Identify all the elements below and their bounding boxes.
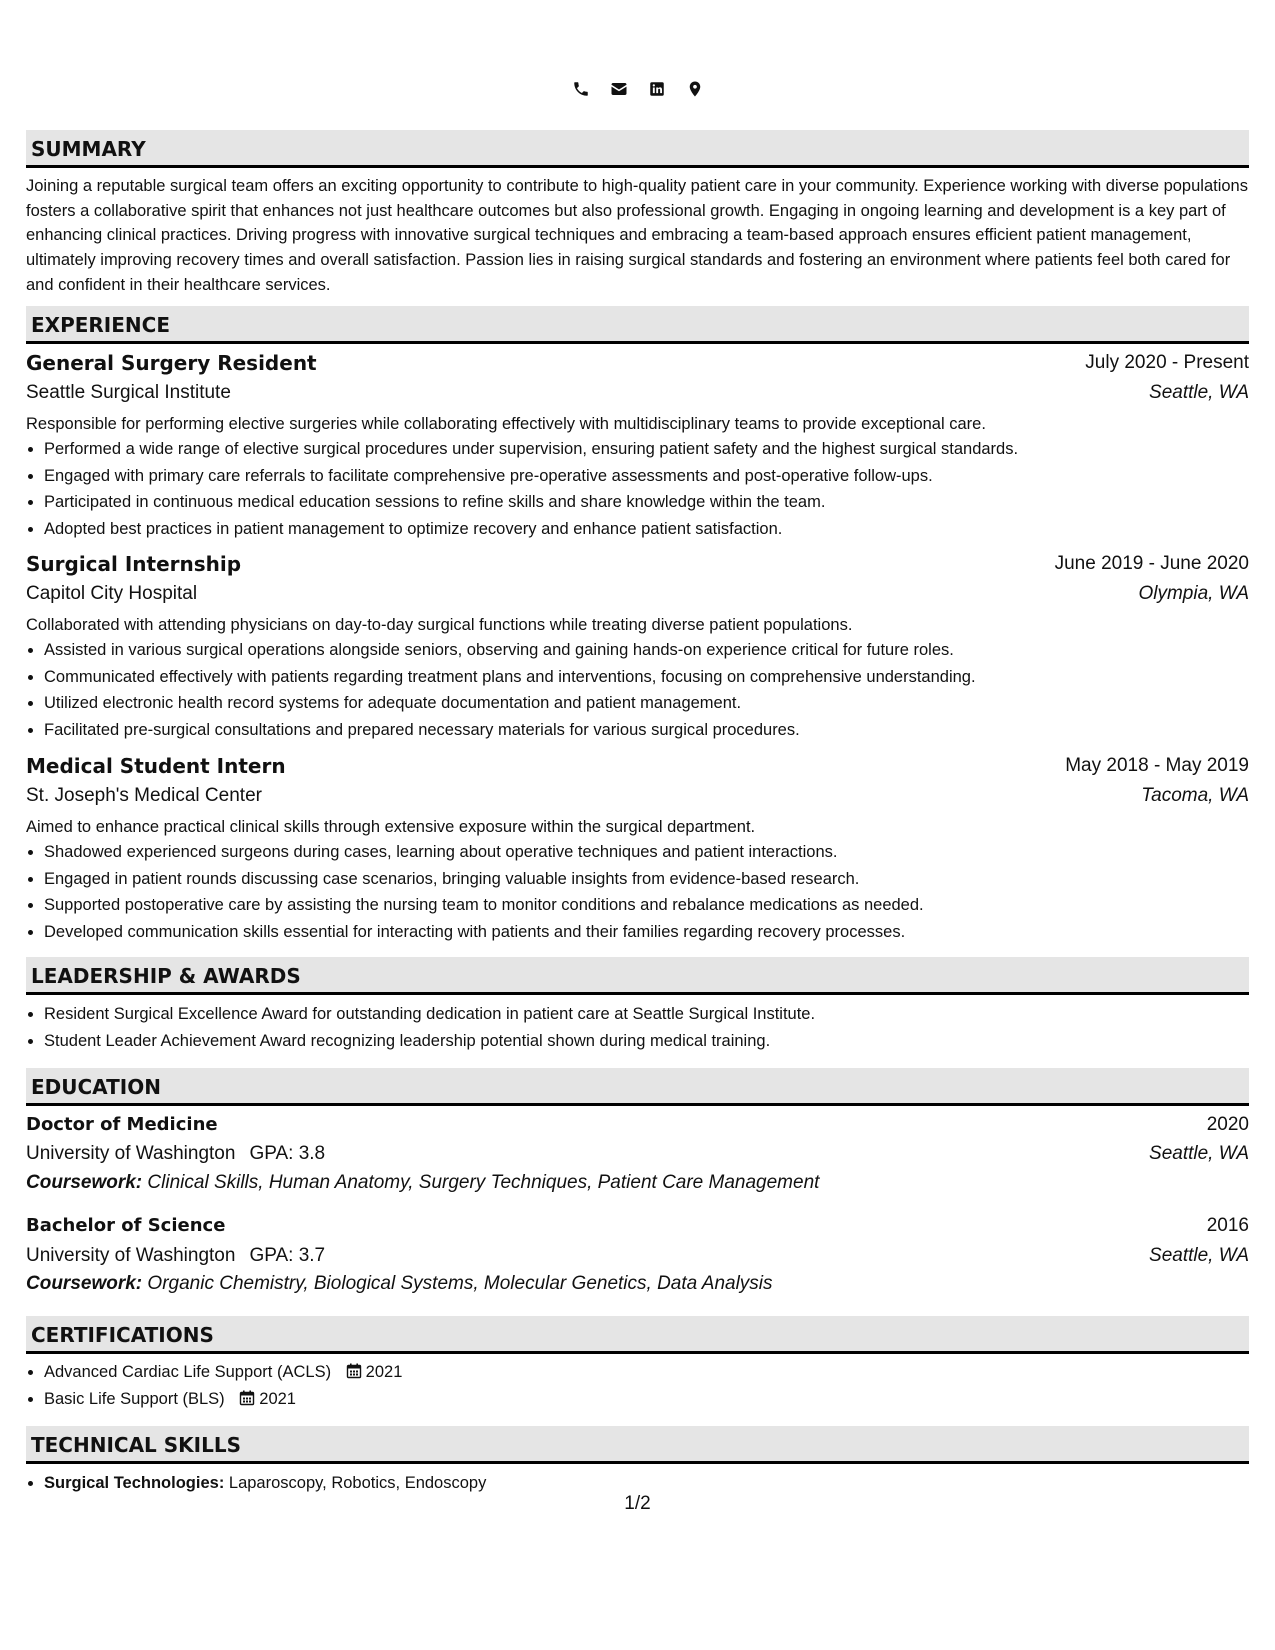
cert-name: Basic Life Support (BLS) [44, 1389, 225, 1408]
list-item: • Adopted best practices in patient management to optimize recovery and enhance patient satisfaction. [44, 516, 1018, 543]
list-item: • Engaged with primary care referrals to facilitate comprehensive pre-operative assessments and post-operative follow-ups. [44, 463, 1018, 490]
section-header-leadership: LEADERSHIP & AWARDS [26, 957, 1249, 995]
list-item [44, 1359, 402, 1386]
edu-school-name: University of Washington [26, 1143, 236, 1164]
job-title: General Surgery Resident [26, 351, 317, 375]
section-header-experience: EXPERIENCE [26, 306, 1249, 344]
edu-school-name: University of Washington [26, 1245, 236, 1266]
edu-year: 2016 [1206, 1215, 1249, 1236]
job-bullets [26, 637, 976, 743]
job-title: Medical Student Intern [26, 754, 286, 778]
job-location: Tacoma, WA [1141, 785, 1249, 806]
edu-school [26, 1245, 325, 1267]
skill-label: Surgical Technologies: [44, 1474, 225, 1492]
edu-gpa: GPA: 3.7 [249, 1245, 326, 1266]
job-dates: May 2018 - May 2019 [1065, 755, 1249, 776]
job-location: Seattle, WA [1149, 382, 1249, 403]
edu-degree: Bachelor of Science [26, 1215, 226, 1236]
section-header-certifications: CERTIFICATIONS [26, 1316, 1249, 1354]
list-item: • Supported postoperative care by assisting the nursing team to monitor conditions and rebalance medications as needed. [44, 892, 924, 919]
list-item [44, 1386, 402, 1413]
page-number: 1/2 [624, 1493, 651, 1514]
list-item: • Communicated effectively with patients regarding treatment plans and interventions, focusing on comprehensive understanding. [44, 664, 976, 691]
edu-gpa: GPA: 3.8 [249, 1143, 326, 1164]
contact-icons [26, 79, 1249, 99]
job-company: Seattle Surgical Institute [26, 382, 231, 403]
job-title: Surgical Internship [26, 552, 242, 576]
section-header-technical-skills: TECHNICAL SKILLS [26, 1426, 1249, 1464]
job-company: Capitol City Hospital [26, 583, 198, 604]
edu-year: 2020 [1206, 1114, 1249, 1135]
list-item: • Developed communication skills essential for interacting with patients and their families regarding recovery processes. [44, 919, 924, 946]
cert-year: 2021 [365, 1363, 403, 1381]
edu-degree: Doctor of Medicine [26, 1114, 218, 1135]
edu-location: Seattle, WA [1149, 1143, 1249, 1164]
skill-value: Laparoscopy, Robotics, Endoscopy [228, 1474, 487, 1492]
section-header-education: EDUCATION [26, 1068, 1249, 1106]
list-item: • Facilitated pre-surgical consultations and prepared necessary materials for various surgical procedures. [44, 717, 976, 744]
job-summary: Collaborated with attending physicians on day-to-day surgical functions while treating diverse patient populations. [26, 616, 853, 634]
cert-year: 2021 [259, 1389, 296, 1408]
coursework-label: Coursework: [26, 1172, 143, 1193]
coursework-label: Coursework: [26, 1273, 143, 1294]
job-location: Olympia, WA [1138, 583, 1249, 604]
job-summary: Aimed to enhance practical clinical skills through extensive exposure within the surgical department. [26, 818, 756, 836]
map-pin-icon[interactable] [685, 79, 705, 99]
section-header-summary: SUMMARY [26, 130, 1249, 168]
summary-text: Joining a reputable surgical team offers an exciting opportunity to contribute to high-quality patient care in your community. Experience working with diverse populations fosters a collaborative spirit that enhances not just healthcare outcomes but also professional growth. Engaging in ongoing learning and development is a key part of enhancing clinical practices. Driving progress with innovative surgical techniques and embracing a team-based approach ensures efficient patient management, ultimately improving recovery times and overall satisfaction. Passion lies in raising surgical standards and fostering an environment where patients feel both cared for and confident in their healthcare services. [26, 177, 1248, 294]
coursework-list: Clinical Skills, Human Anatomy, Surgery Techniques, Patient Care Management [147, 1172, 820, 1193]
cert-name: Advanced Cardiac Life Support (ACLS) [44, 1363, 332, 1381]
phone-icon[interactable] [571, 79, 591, 99]
list-item: • Student Leader Achievement Award recognizing leadership potential shown during medical training. [44, 1028, 815, 1055]
edu-coursework [26, 1172, 819, 1194]
job-company: St. Joseph's Medical Center [26, 785, 262, 806]
edu-location: Seattle, WA [1149, 1245, 1249, 1266]
job-bullets [26, 839, 924, 945]
list-item: • Engaged in patient rounds discussing case scenarios, bringing valuable insights from evidence-based research. [44, 866, 924, 893]
job-dates: July 2020 - Present [1085, 352, 1249, 373]
calendar-icon [239, 1388, 255, 1404]
list-item: • Shadowed experienced surgeons during cases, learning about operative techniques and patient interactions. [44, 839, 924, 866]
job-summary: Responsible for performing elective surgeries while collaborating effectively with multidisciplinary teams to provide exceptional care. [26, 415, 986, 433]
calendar-icon [346, 1361, 362, 1377]
list-item: • Participated in continuous medical education sessions to refine skills and share knowledge within the team. [44, 489, 1018, 516]
envelope-icon[interactable] [609, 79, 629, 99]
list-item: • Resident Surgical Excellence Award for outstanding dedication in patient care at Seattle Surgical Institute. [44, 1001, 815, 1028]
list-item: • Performed a wide range of elective surgical procedures under supervision, ensuring patient safety and the highest surgical standards. [44, 436, 1018, 463]
list-item: • Utilized electronic health record systems for adequate documentation and patient management. [44, 690, 976, 717]
linkedin-icon[interactable] [647, 79, 667, 99]
coursework-list: Organic Chemistry, Biological Systems, Molecular Genetics, Data Analysis [147, 1273, 773, 1294]
certifications-list [26, 1359, 402, 1412]
edu-coursework [26, 1273, 773, 1295]
job-bullets [26, 436, 1018, 542]
job-dates: June 2019 - June 2020 [1054, 553, 1249, 574]
leadership-list [26, 1001, 815, 1054]
list-item: • Assisted in various surgical operations alongside seniors, observing and gaining hands-on experience critical for future roles. [44, 637, 976, 664]
edu-school [26, 1143, 325, 1165]
